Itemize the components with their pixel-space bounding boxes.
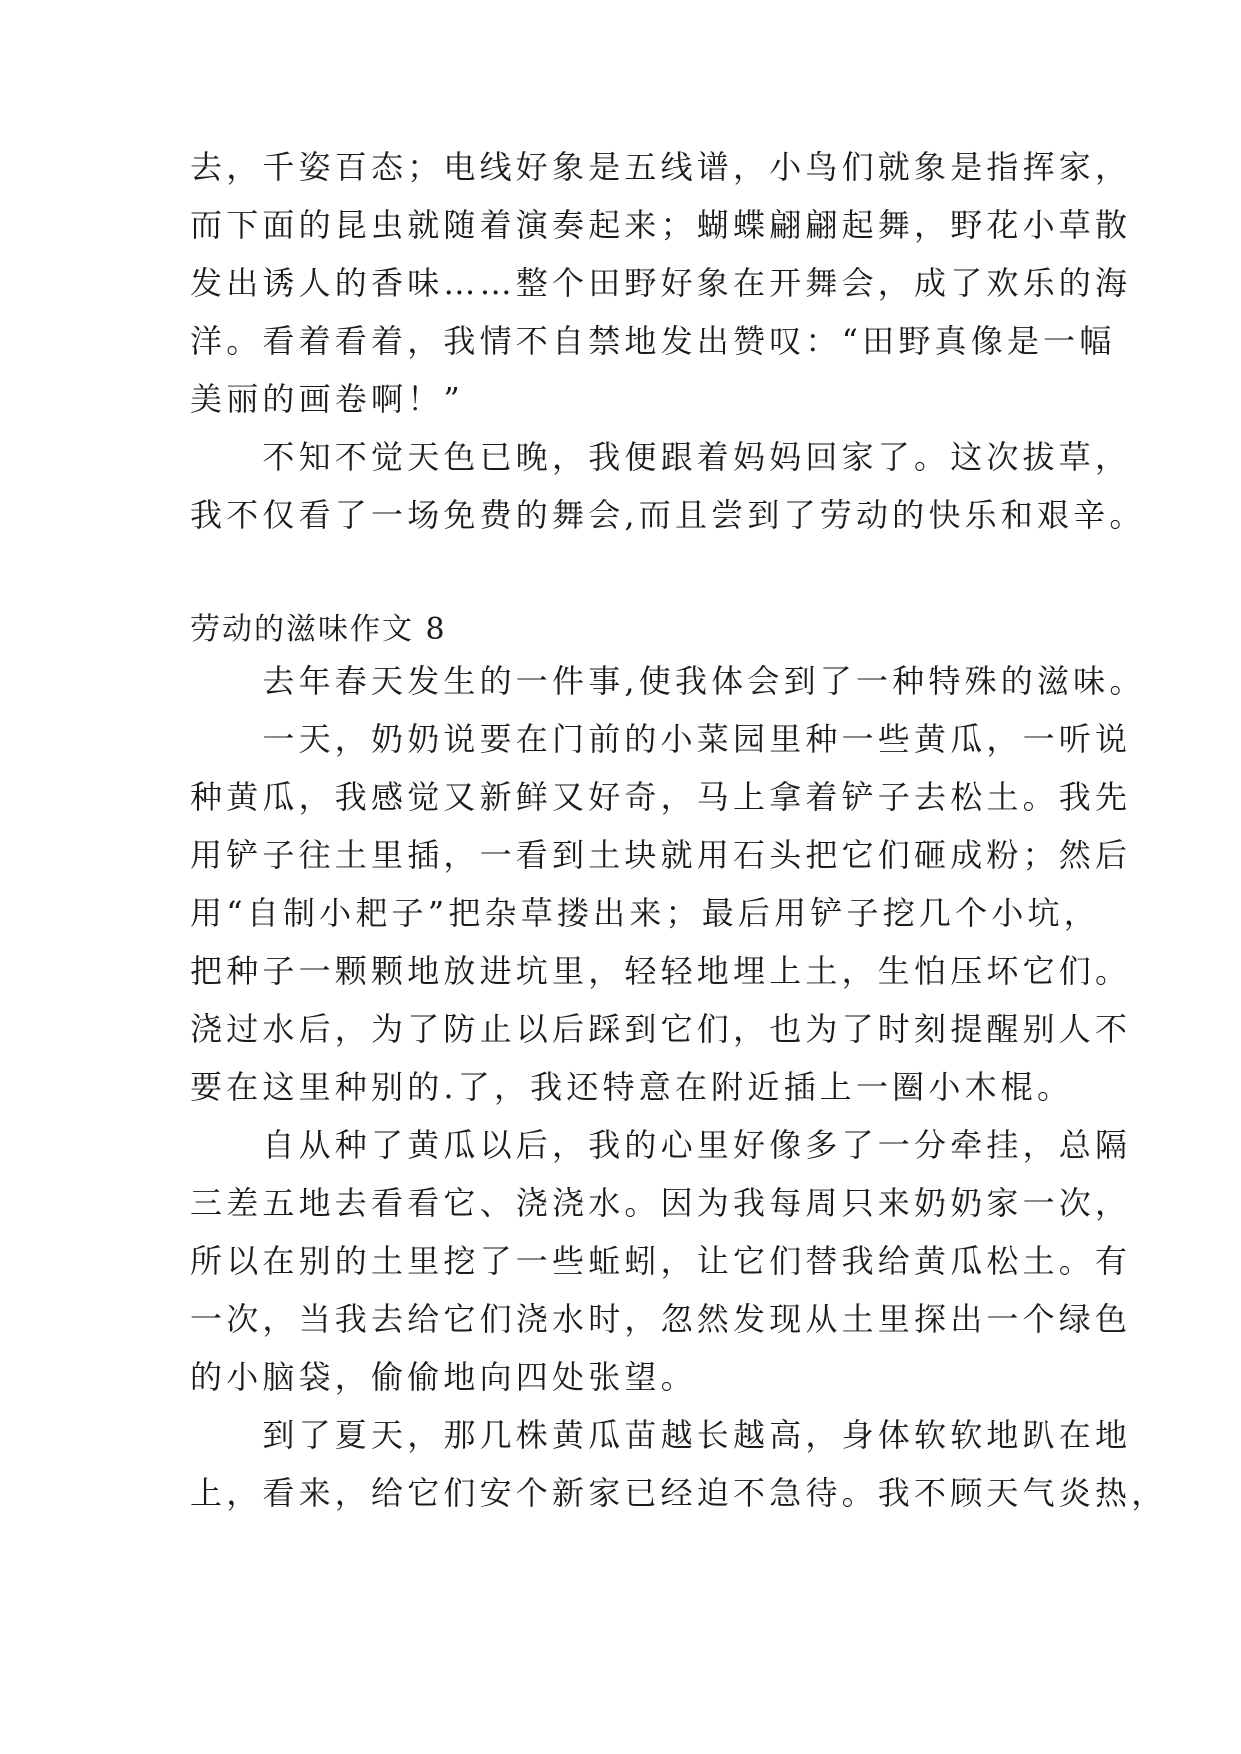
text-line: 三差五地去看看它、浇浇水。因为我每周只来奶奶家一次， — [190, 1184, 1132, 1222]
text-line: 上，看来，给它们安个新家已经迫不急待。我不顾天气炎热， — [190, 1474, 1168, 1512]
text-line: 浇过水后，为了防止以后踩到它们，也为了时刻提醒别人不 — [190, 1010, 1132, 1048]
text-line: 的小脑袋，偷偷地向四处张望。 — [190, 1358, 697, 1396]
text-line: 到了夏天，那几株黄瓜苗越长越高，身体软软地趴在地 — [190, 1416, 1132, 1454]
text-line: 洋。看着看着，我情不自禁地发出赞叹：“田野真像是一幅 — [190, 322, 1116, 360]
text-line: 发出诱人的香味……整个田野好象在开舞会，成了欢乐的海 — [190, 264, 1132, 302]
text-line: 而下面的昆虫就随着演奏起来；蝴蝶翩翩起舞，野花小草散 — [190, 206, 1132, 244]
paragraph-4 — [190, 1406, 1168, 1522]
previous-section-closing-paragraph — [190, 428, 1146, 544]
section-heading: 劳动的滋味作文 8 — [190, 612, 447, 647]
paragraph-3 — [190, 1116, 1132, 1406]
paragraph-2 — [190, 710, 1132, 1116]
text-line: 用“自制小耙子”把杂草搂出来；最后用铲子挖几个小坑， — [190, 894, 1100, 932]
text-line: 自从种了黄瓜以后，我的心里好像多了一分牵挂，总隔 — [190, 1126, 1132, 1164]
text-line: 去年春天发生的一件事,使我体会到了一种特殊的滋味。 — [190, 662, 1146, 700]
text-line: 所以在别的土里挖了一些蚯蚓，让它们替我给黄瓜松土。有 — [190, 1242, 1132, 1280]
text-line: 一天，奶奶说要在门前的小菜园里种一些黄瓜，一听说 — [190, 720, 1132, 758]
text-line: 把种子一颗颗地放进坑里，轻轻地埋上土，生怕压坏它们。 — [190, 952, 1132, 990]
text-line: 要在这里种别的.了，我还特意在附近插上一圈小木棍。 — [190, 1068, 1074, 1106]
text-line: 不知不觉天色已晚，我便跟着妈妈回家了。这次拔草， — [190, 438, 1132, 476]
text-line: 我不仅看了一场免费的舞会,而且尝到了劳动的快乐和艰辛。 — [190, 496, 1146, 534]
paragraph-1 — [190, 652, 1146, 710]
text-line: 用铲子往土里插，一看到土块就用石头把它们砸成粉；然后 — [190, 836, 1132, 874]
text-line: 种黄瓜，我感觉又新鲜又好奇，马上拿着铲子去松土。我先 — [190, 778, 1132, 816]
text-line: 美丽的画卷啊！” — [190, 380, 464, 418]
text-line: 去，千姿百态；电线好象是五线谱，小鸟们就象是指挥家， — [190, 148, 1132, 186]
text-line: 一次，当我去给它们浇水时，忽然发现从土里探出一个绿色 — [190, 1300, 1132, 1338]
previous-section-paragraph — [190, 138, 1132, 428]
